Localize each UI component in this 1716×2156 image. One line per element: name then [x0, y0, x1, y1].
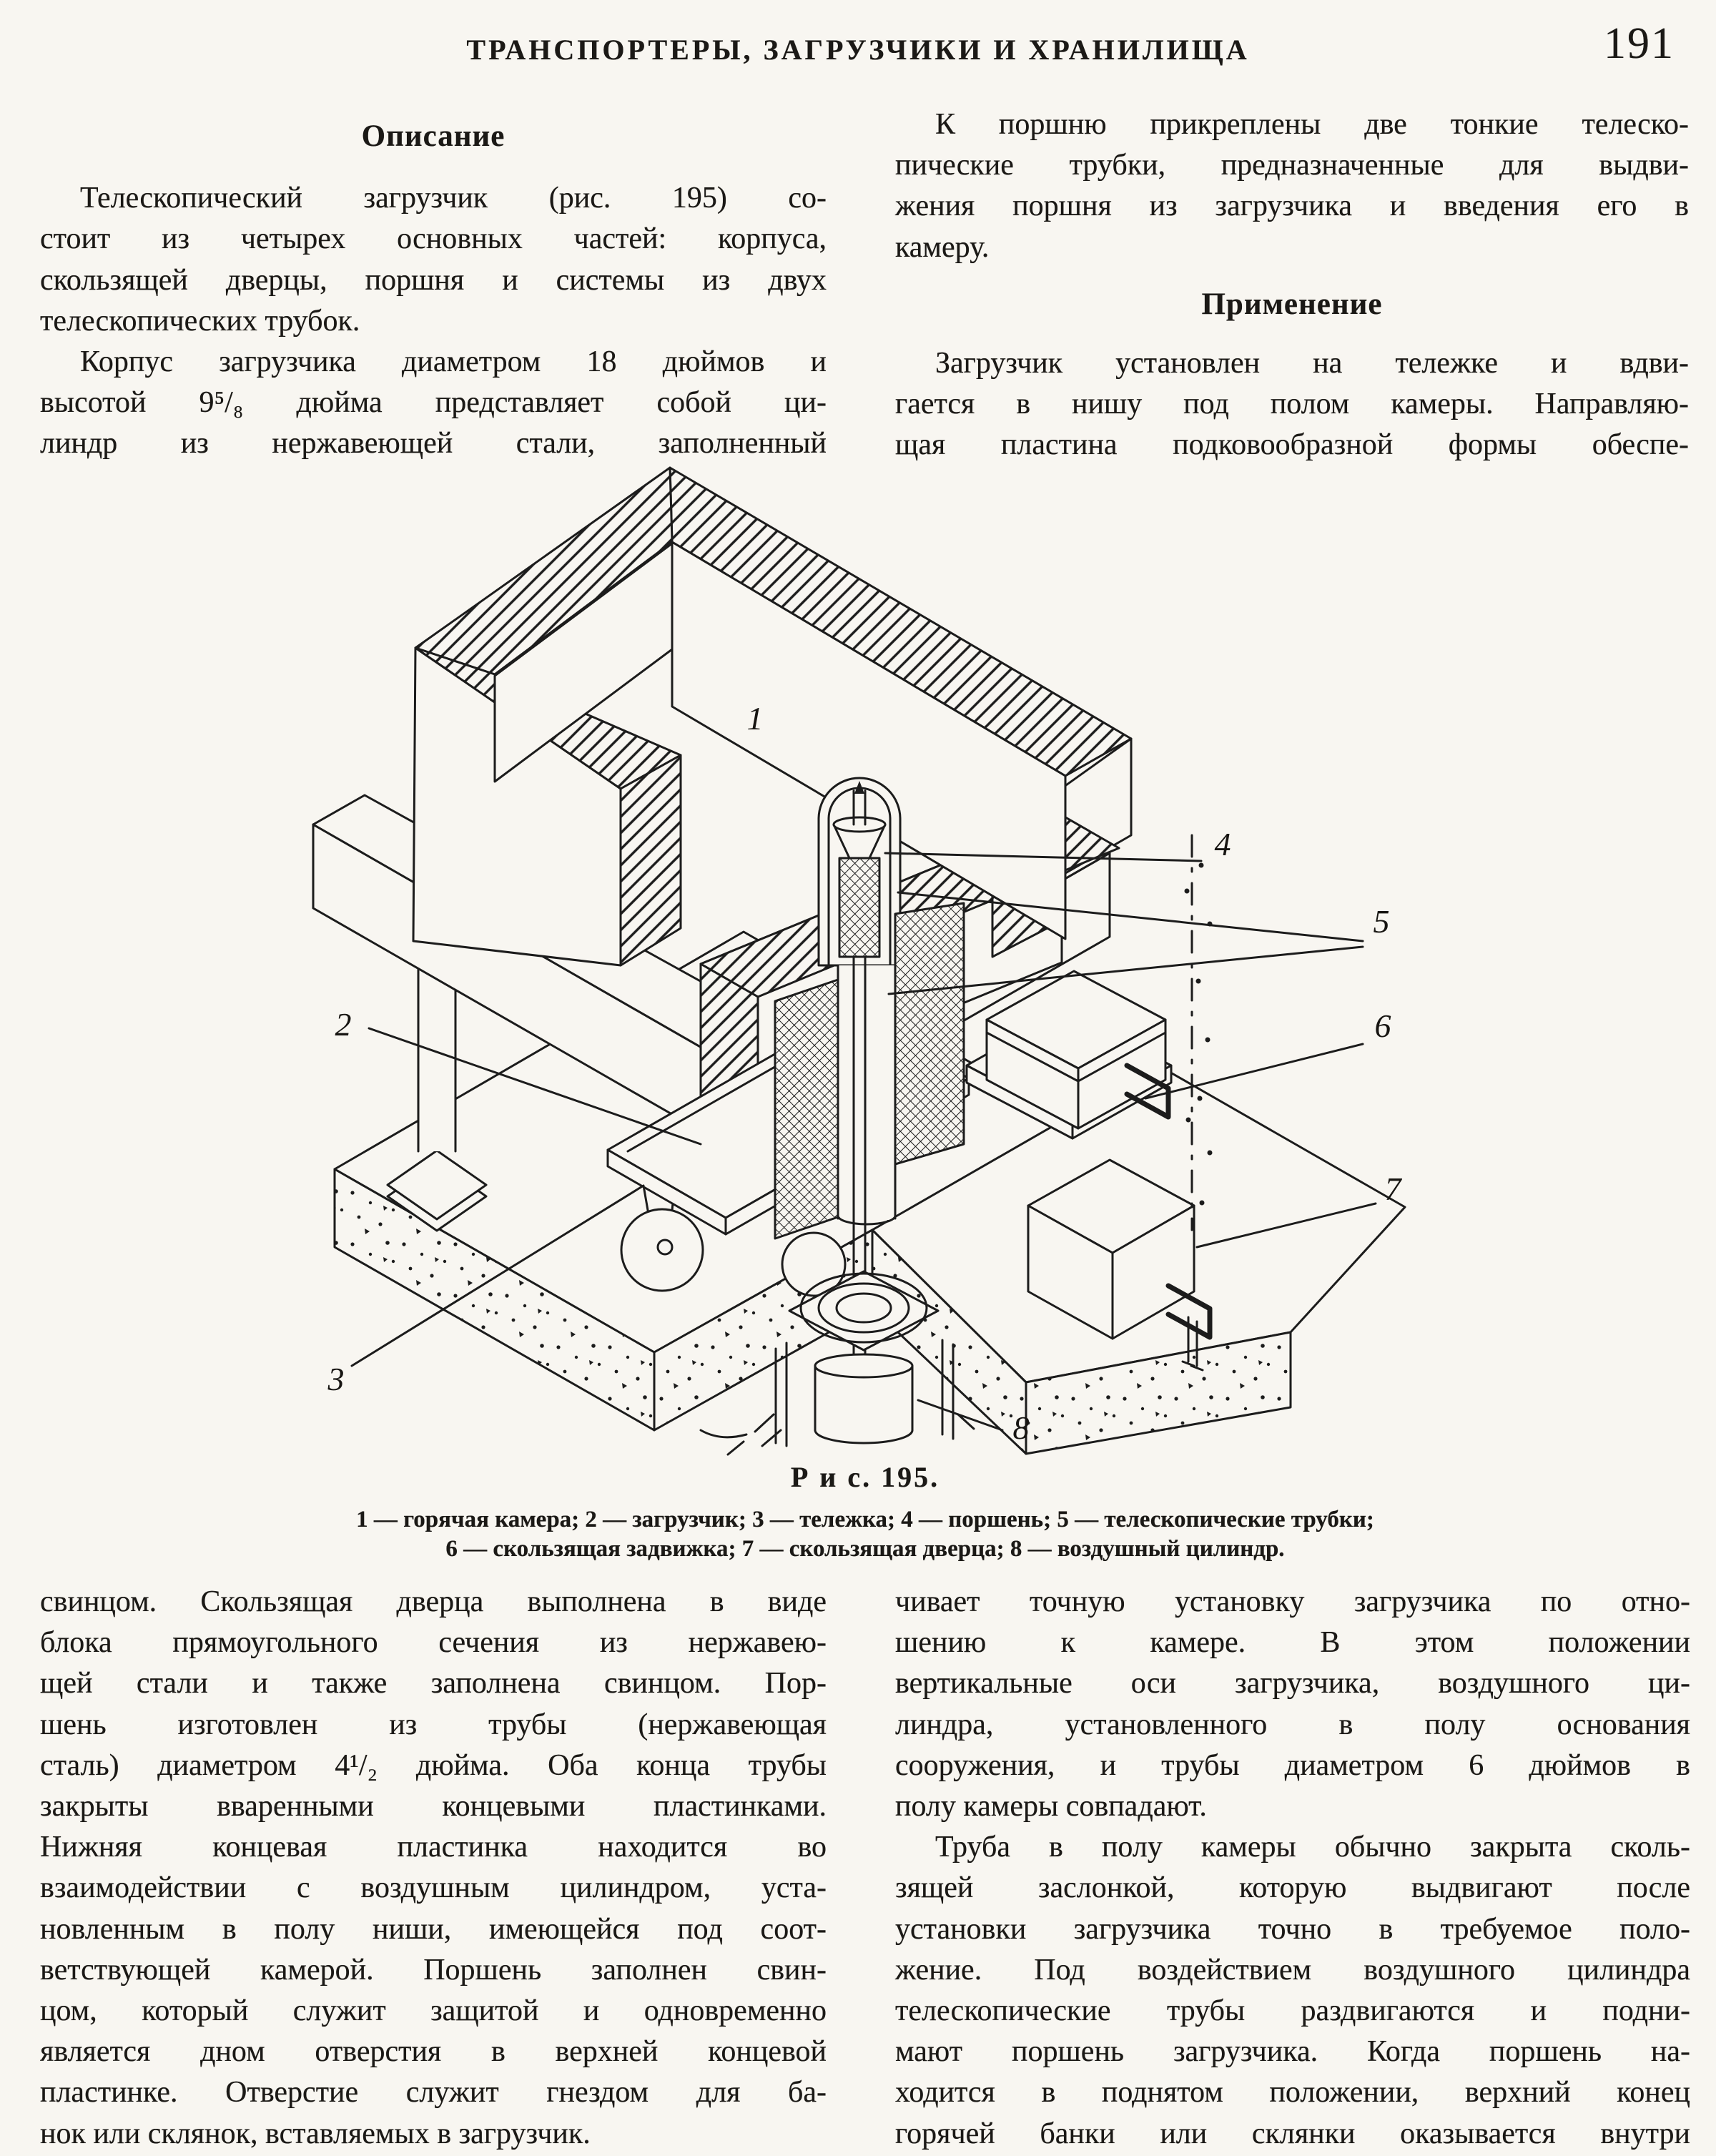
text-line: горячей банки или склянки оказывается внутри — [895, 2117, 1690, 2150]
part-label-6: 6 — [1374, 1008, 1391, 1044]
text-line: пластинке. Отверстие служит гнездом для ба- — [40, 2076, 827, 2110]
text-line: телескопических трубок. — [40, 304, 360, 338]
paragraph — [40, 1582, 827, 2155]
text-line: телескопические трубы раздвигаются и подни- — [895, 1994, 1690, 2028]
section-heading-description: Описание — [361, 119, 506, 153]
part-label-2: 2 — [335, 1006, 352, 1043]
text-line: гается в нишу под полом камеры. Направляю- — [895, 388, 1689, 421]
text-line: щей стали и также заполнена свинцом. Пор- — [40, 1667, 827, 1700]
text-line: цом, который служит защитой и одновременно — [40, 1994, 827, 2028]
figure-drawing — [243, 463, 1516, 1457]
text-line: шению к камере. В этом положении — [895, 1626, 1690, 1660]
part-label-3: 3 — [327, 1361, 345, 1397]
text-line: новленным в полу ниши, имеющейся под соот- — [40, 1912, 827, 1946]
text-line: закрыты вваренными концевыми пластинками. — [40, 1790, 827, 1823]
text-line: блока прямоугольного сечения из нержавею- — [40, 1626, 827, 1660]
paragraph — [40, 178, 827, 342]
figure-caption-line-2: 6 — скользящая задвижка; 7 — скользящая дверца; 8 — воздушный цилиндр. — [445, 1536, 1285, 1562]
text-line: сооружения, и трубы диаметром 6 дюймов в — [895, 1748, 1690, 1782]
column-bottom-left — [40, 1582, 827, 2155]
paragraph — [895, 343, 1689, 466]
text-line: вертикальные оси загрузчика, воздушного ци- — [895, 1667, 1690, 1700]
text-line: установки загрузчика точно в требуемое поло- — [895, 1912, 1690, 1946]
text-line: скользящей дверцы, поршня и системы из двух — [40, 263, 827, 297]
paragraph — [895, 1582, 1690, 1827]
text-line: Загрузчик установлен на тележке и вдви- — [935, 347, 1689, 380]
column-top-left — [40, 116, 827, 465]
text-line: Корпус загрузчика диаметром 18 дюймов и — [80, 345, 827, 379]
paragraph — [40, 342, 827, 465]
text-line: взаимодействии с воздушным цилиндром, уста- — [40, 1871, 827, 1905]
text-line: нок или склянок, вставляемых в загрузчик. — [40, 2117, 591, 2150]
text-line: Труба в полу камеры обычно закрыта сколь- — [935, 1831, 1690, 1864]
text-line: мают поршень загрузчика. Когда поршень на- — [895, 2035, 1690, 2069]
text-line: сталь) диаметром 4¹/₂ дюйма. Оба конца трубы — [40, 1748, 827, 1782]
running-title: ТРАНСПОРТЕРЫ, ЗАГРУЗЧИКИ И ХРАНИЛИЩА — [466, 34, 1250, 66]
text-line: жение. Под воздействием воздушного цилиндра — [895, 1953, 1690, 1987]
text-line: ветствующей камерой. Поршень заполнен свин- — [40, 1953, 827, 1987]
text-line: стоит из четырех основных частей: корпуса, — [40, 222, 827, 256]
text-line: шень изготовлен из трубы (нержавеющая — [40, 1708, 827, 1741]
text-line: камеру. — [895, 230, 990, 264]
text-line: является дном отверстия в верхней концевой — [40, 2035, 827, 2069]
figure-195 — [243, 463, 1516, 1457]
text-line: щая пластина подковообразной формы обеспе- — [895, 428, 1689, 462]
text-line: линдра, установленного в полу основания — [895, 1708, 1690, 1741]
text-line: жения поршня из загрузчика и введения его в — [895, 189, 1689, 223]
text-line: ходится в поднятом положении, верхний конец — [895, 2076, 1690, 2110]
column-top-right — [895, 104, 1689, 466]
figure-caption-line-1: 1 — горячая камера; 2 — загрузчик; 3 — тележка; 4 — поршень; 5 — телескопические трубки; — [356, 1507, 1374, 1532]
part-label-7: 7 — [1384, 1171, 1401, 1207]
paragraph — [895, 104, 1689, 268]
part-label-5: 5 — [1373, 903, 1390, 940]
part-label-8: 8 — [1012, 1409, 1030, 1446]
section-heading-application: Применение — [1201, 287, 1383, 321]
text-line: линдр из нержавеющей стали, заполненный — [40, 427, 827, 461]
text-line: Телескопический загрузчик (рис. 195) со- — [80, 182, 827, 215]
text-line: свинцом. Скользящая дверца выполнена в виде — [40, 1585, 827, 1618]
text-line: зящей заслонкой, которую выдвигают после — [895, 1871, 1690, 1905]
text-line: пические трубки, предназначенные для выдви- — [895, 149, 1689, 182]
text-line: полу камеры совпадают. — [895, 1790, 1207, 1823]
figure-caption — [279, 1460, 1451, 1564]
figure-title: Р и с. 195. — [790, 1461, 940, 1493]
part-label-4: 4 — [1214, 826, 1231, 862]
column-bottom-right — [895, 1582, 1690, 2155]
text-line: чивает точную установку загрузчика по отно- — [895, 1585, 1690, 1618]
paragraph — [895, 1827, 1690, 2155]
text-line: высотой 9⁵/₈ дюйма представляет собой ци- — [40, 386, 827, 420]
text-line: К поршню прикреплены две тонкие телеско- — [935, 108, 1689, 141]
text-line: Нижняя концевая пластинка находится во — [40, 1831, 827, 1864]
part-label-1: 1 — [746, 700, 764, 737]
page-number: 191 — [1604, 19, 1675, 68]
